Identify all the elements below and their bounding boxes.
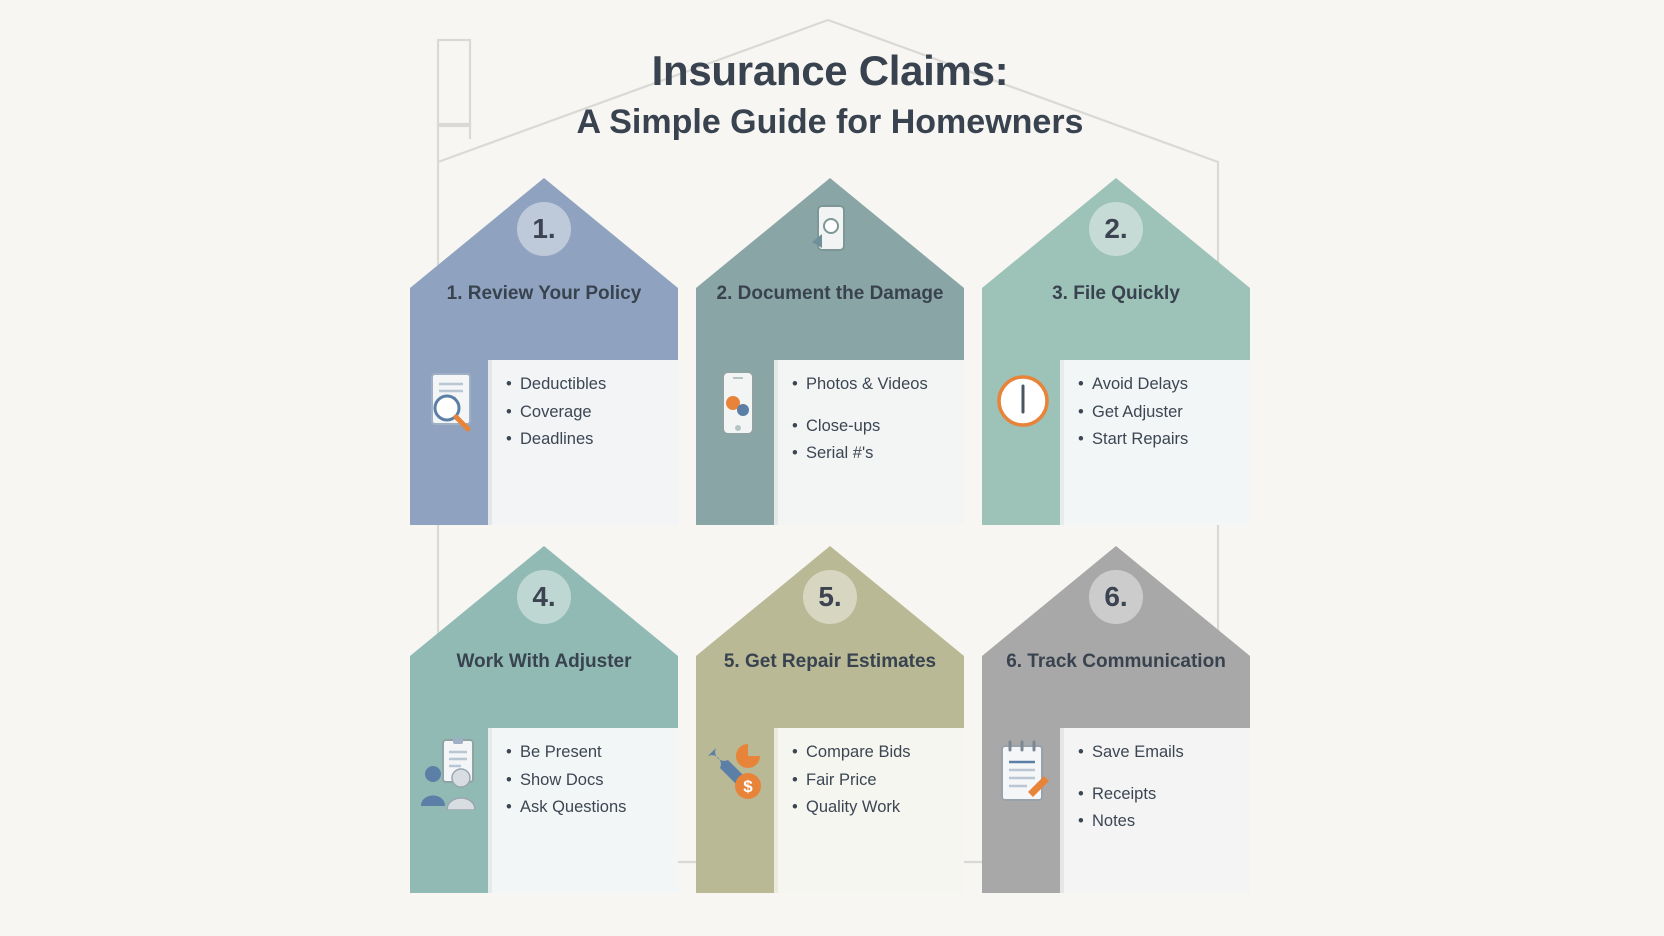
list-item: • Avoid Delays: [1078, 372, 1240, 398]
list-item: • Compare Bids: [792, 740, 954, 766]
step-card-2[interactable]: [696, 178, 964, 525]
list-item: • Show Docs: [506, 768, 668, 794]
wrench-dollar-icon: [696, 728, 778, 893]
step-card-6[interactable]: [982, 546, 1250, 893]
step-card-1[interactable]: [410, 178, 678, 525]
list-item: • Deadlines: [506, 427, 668, 453]
step-items: [492, 360, 678, 525]
card-body: [982, 360, 1250, 525]
list-item: • Notes: [1078, 809, 1240, 835]
svg-text:$: $: [743, 777, 753, 796]
step-items: [778, 728, 964, 893]
step-card-5[interactable]: [696, 546, 964, 893]
step-badge: [803, 202, 857, 256]
step-badge: 4.: [517, 570, 571, 624]
list-item: • Receipts: [1078, 782, 1240, 808]
step-badge: 2.: [1089, 202, 1143, 256]
list-item: • Quality Work: [792, 795, 954, 821]
list-item: • Coverage: [506, 400, 668, 426]
list-item: • Get Adjuster: [1078, 400, 1240, 426]
step-badge: 6.: [1089, 570, 1143, 624]
page-title: [400, 46, 1260, 144]
card-body: [696, 360, 964, 525]
step-badge: 1.: [517, 202, 571, 256]
steps-grid: [410, 178, 1250, 898]
step-heading: 5. Get Repair Estimates: [723, 651, 937, 672]
step-heading: 3. File Quickly: [1052, 283, 1180, 304]
list-item: • Serial #'s: [792, 441, 954, 467]
card-body: [410, 360, 678, 525]
smartphone-camera-icon: [806, 202, 854, 256]
step-items: [492, 728, 678, 893]
step-card-4[interactable]: [410, 546, 678, 893]
step-items: [1064, 728, 1250, 893]
step-heading: 1. Review Your Policy: [446, 283, 642, 304]
list-item: • Close-ups: [792, 414, 954, 440]
list-item: • Save Emails: [1078, 740, 1240, 766]
step-items: [778, 360, 964, 525]
list-item: • Be Present: [506, 740, 668, 766]
title-main: Insurance Claims:: [651, 47, 1009, 94]
smartphone-camera-icon: [696, 360, 778, 525]
people-clipboard-icon: [410, 728, 492, 893]
card-body: [696, 728, 964, 893]
list-item: • Deductibles: [506, 372, 668, 398]
notepad-icon: [982, 728, 1064, 893]
step-heading: 6. Track Communication: [1006, 651, 1226, 672]
step-heading: 2. Document the Damage: [716, 283, 944, 304]
list-item: • Start Repairs: [1078, 427, 1240, 453]
list-item: • Ask Questions: [506, 795, 668, 821]
title-subtitle: A Simple Guide for Homewners: [576, 102, 1084, 141]
step-heading: Work With Adjuster: [456, 651, 632, 672]
step-card-3[interactable]: [982, 178, 1250, 525]
document-magnifier-icon: [410, 360, 492, 525]
clock-icon: [982, 360, 1064, 525]
step-badge: 5.: [803, 570, 857, 624]
step-items: [1064, 360, 1250, 525]
list-item: • Fair Price: [792, 768, 954, 794]
card-body: [410, 728, 678, 893]
list-item: • Photos & Videos: [792, 372, 954, 398]
card-body: [982, 728, 1250, 893]
